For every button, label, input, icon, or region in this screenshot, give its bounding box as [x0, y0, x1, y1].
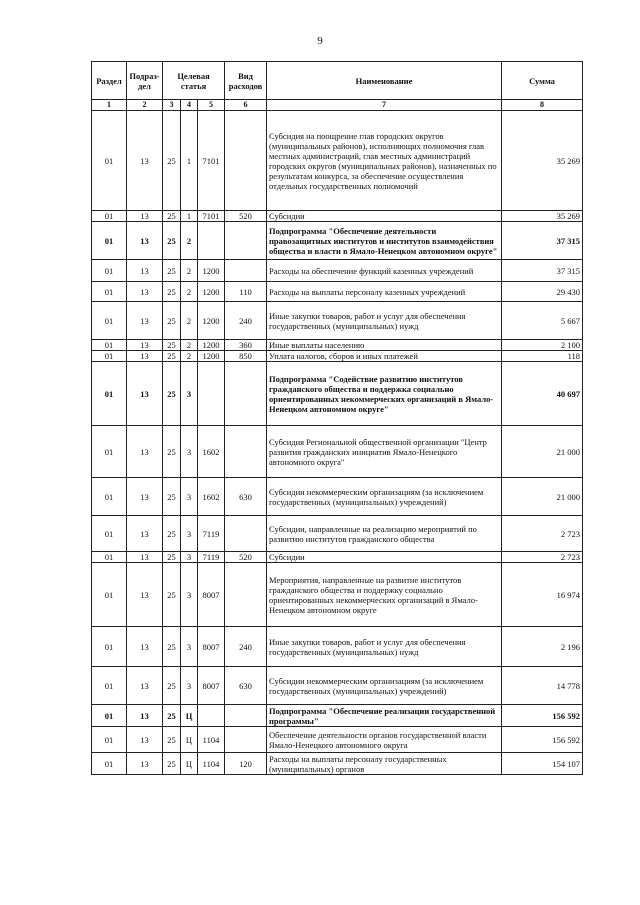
- name-cell: Субсидии: [267, 552, 502, 563]
- podrazdel-cell: 13: [127, 667, 163, 705]
- header-razdel: Раздел: [92, 62, 127, 100]
- sum-cell: 16 974: [502, 563, 583, 627]
- article-code-cell: 1602: [198, 426, 225, 478]
- header-podrazdel: Подраз-дел: [127, 62, 163, 100]
- podrazdel-cell: 13: [127, 260, 163, 282]
- col-number: 1: [92, 100, 127, 111]
- podrazdel-cell: 13: [127, 426, 163, 478]
- podrazdel-cell: 13: [127, 362, 163, 426]
- expense-type-cell: 850: [225, 351, 267, 362]
- article-code-cell: 7101: [198, 111, 225, 211]
- razdel-cell: 01: [92, 727, 127, 753]
- program-code-cell: 25: [163, 260, 181, 282]
- article-code-cell: 8007: [198, 627, 225, 667]
- sum-cell: 154 107: [502, 753, 583, 775]
- program-code-cell: 25: [163, 705, 181, 727]
- expense-type-cell: 120: [225, 753, 267, 775]
- table-row: [92, 340, 583, 351]
- subprogram-code-cell: 3: [181, 552, 198, 563]
- razdel-cell: 01: [92, 340, 127, 351]
- article-code-cell: 7101: [198, 211, 225, 222]
- razdel-cell: 01: [92, 362, 127, 426]
- column-number-row: [92, 100, 583, 111]
- table-row: [92, 222, 583, 260]
- name-cell: Субсидия Региональной общественной организации "Центр развития гражданских инициатив Ямало-Ненецкого автономного округа": [267, 426, 502, 478]
- page-number: 9: [317, 35, 323, 47]
- table-row: [92, 362, 583, 426]
- subprogram-code-cell: 3: [181, 478, 198, 516]
- program-code-cell: 25: [163, 302, 181, 340]
- col-number: 7: [267, 100, 502, 111]
- podrazdel-cell: 13: [127, 753, 163, 775]
- program-code-cell: 25: [163, 426, 181, 478]
- razdel-cell: 01: [92, 211, 127, 222]
- sum-cell: 2 723: [502, 516, 583, 552]
- table-row: [92, 302, 583, 340]
- article-code-cell: [198, 222, 225, 260]
- header-celevaya: Целевая статья: [163, 62, 225, 100]
- name-cell: Иные выплаты населению: [267, 340, 502, 351]
- program-code-cell: 25: [163, 211, 181, 222]
- expense-type-cell: 520: [225, 211, 267, 222]
- razdel-cell: 01: [92, 705, 127, 727]
- sum-cell: 37 315: [502, 222, 583, 260]
- article-code-cell: 1104: [198, 727, 225, 753]
- podrazdel-cell: 13: [127, 563, 163, 627]
- expense-type-cell: [225, 222, 267, 260]
- table-row: [92, 282, 583, 302]
- program-code-cell: 25: [163, 727, 181, 753]
- article-code-cell: [198, 705, 225, 727]
- sum-cell: 5 667: [502, 302, 583, 340]
- subprogram-code-cell: 3: [181, 627, 198, 667]
- table-row: [92, 351, 583, 362]
- table-row: [92, 705, 583, 727]
- name-cell: Иные закупки товаров, работ и услуг для обеспечения государственных (муниципальных) нужд: [267, 302, 502, 340]
- expense-type-cell: [225, 516, 267, 552]
- budget-table: [91, 61, 583, 775]
- sum-cell: 21 000: [502, 478, 583, 516]
- sum-cell: 40 697: [502, 362, 583, 426]
- name-cell: Субсидия на поощрение глав городских округов (муниципальных районов), исполняющих полномочия глав местных администраций, глав местных администраций городских округов (муниципальных районов), назначенных по результатам конкурса, за обеспечение осуществления отдельных государственных полномочий: [267, 111, 502, 211]
- expense-type-cell: [225, 426, 267, 478]
- razdel-cell: 01: [92, 222, 127, 260]
- sum-cell: 156 592: [502, 727, 583, 753]
- name-cell: Подпрограмма "Обеспечение реализации государственной программы": [267, 705, 502, 727]
- expense-type-cell: [225, 362, 267, 426]
- razdel-cell: 01: [92, 667, 127, 705]
- sum-cell: 35 269: [502, 211, 583, 222]
- expense-type-cell: 630: [225, 478, 267, 516]
- sum-cell: 2 196: [502, 627, 583, 667]
- article-code-cell: 8007: [198, 667, 225, 705]
- program-code-cell: 25: [163, 552, 181, 563]
- razdel-cell: 01: [92, 282, 127, 302]
- name-cell: Уплата налогов, сборов и иных платежей: [267, 351, 502, 362]
- table-row: [92, 111, 583, 211]
- article-code-cell: 1104: [198, 753, 225, 775]
- expense-type-cell: [225, 727, 267, 753]
- name-cell: Субсидии некоммерческим организациям (за исключением государственных (муниципальных) учреждений): [267, 478, 502, 516]
- program-code-cell: 25: [163, 753, 181, 775]
- podrazdel-cell: 13: [127, 302, 163, 340]
- header-vid: Вид расходов: [225, 62, 267, 100]
- col-number: 5: [198, 100, 225, 111]
- article-code-cell: 7119: [198, 552, 225, 563]
- name-cell: Расходы на выплаты персоналу казенных учреждений: [267, 282, 502, 302]
- table-row: [92, 211, 583, 222]
- subprogram-code-cell: 3: [181, 563, 198, 627]
- table-row: [92, 667, 583, 705]
- col-number: 6: [225, 100, 267, 111]
- expense-type-cell: 630: [225, 667, 267, 705]
- table-row: [92, 516, 583, 552]
- subprogram-code-cell: 3: [181, 362, 198, 426]
- sum-cell: 35 269: [502, 111, 583, 211]
- subprogram-code-cell: 3: [181, 516, 198, 552]
- sum-cell: 37 315: [502, 260, 583, 282]
- razdel-cell: 01: [92, 302, 127, 340]
- subprogram-code-cell: 2: [181, 302, 198, 340]
- article-code-cell: 1200: [198, 282, 225, 302]
- name-cell: Иные закупки товаров, работ и услуг для обеспечения государственных (муниципальных) нужд: [267, 627, 502, 667]
- name-cell: Мероприятия, направленные на развитие институтов гражданского общества и поддержку социально ориентированных некоммерческих организаций в Ямало-Ненецком автономном округе: [267, 563, 502, 627]
- expense-type-cell: [225, 563, 267, 627]
- podrazdel-cell: 13: [127, 478, 163, 516]
- subprogram-code-cell: 2: [181, 282, 198, 302]
- expense-type-cell: [225, 111, 267, 211]
- table-row: [92, 552, 583, 563]
- expense-type-cell: [225, 705, 267, 727]
- sum-cell: 14 778: [502, 667, 583, 705]
- podrazdel-cell: 13: [127, 340, 163, 351]
- subprogram-code-cell: 2: [181, 260, 198, 282]
- name-cell: Подпрограмма "Содействие развитию институтов гражданского общества и поддержка социально ориентированных некоммерческих организаций в Ямало-Ненецком автономном округе": [267, 362, 502, 426]
- name-cell: Субсидии, направленные на реализацию мероприятий по развитию институтов гражданского общества: [267, 516, 502, 552]
- col-number: 4: [181, 100, 198, 111]
- sum-cell: 2 723: [502, 552, 583, 563]
- expense-type-cell: 520: [225, 552, 267, 563]
- podrazdel-cell: 13: [127, 351, 163, 362]
- article-code-cell: [198, 362, 225, 426]
- subprogram-code-cell: 2: [181, 222, 198, 260]
- podrazdel-cell: 13: [127, 516, 163, 552]
- program-code-cell: 25: [163, 516, 181, 552]
- program-code-cell: 25: [163, 282, 181, 302]
- article-code-cell: 1200: [198, 351, 225, 362]
- name-cell: Субсидии: [267, 211, 502, 222]
- sum-cell: 2 100: [502, 340, 583, 351]
- program-code-cell: 25: [163, 627, 181, 667]
- table-row: [92, 727, 583, 753]
- name-cell: Расходы на выплаты персоналу государственных (муниципальных) органов: [267, 753, 502, 775]
- subprogram-code-cell: 2: [181, 340, 198, 351]
- podrazdel-cell: 13: [127, 211, 163, 222]
- sum-cell: 29 430: [502, 282, 583, 302]
- podrazdel-cell: 13: [127, 282, 163, 302]
- subprogram-code-cell: 3: [181, 667, 198, 705]
- expense-type-cell: 360: [225, 340, 267, 351]
- razdel-cell: 01: [92, 351, 127, 362]
- col-number: 2: [127, 100, 163, 111]
- article-code-cell: 1200: [198, 302, 225, 340]
- program-code-cell: 25: [163, 340, 181, 351]
- program-code-cell: 25: [163, 111, 181, 211]
- name-cell: Расходы на обеспечение функций казенных учреждений: [267, 260, 502, 282]
- article-code-cell: 1602: [198, 478, 225, 516]
- name-cell: Обеспечение деятельности органов государственной власти Ямало-Ненецкого автономного округа: [267, 727, 502, 753]
- article-code-cell: 1200: [198, 260, 225, 282]
- table-row: [92, 260, 583, 282]
- sum-cell: 21 000: [502, 426, 583, 478]
- program-code-cell: 25: [163, 351, 181, 362]
- subprogram-code-cell: Ц: [181, 705, 198, 727]
- podrazdel-cell: 13: [127, 727, 163, 753]
- razdel-cell: 01: [92, 552, 127, 563]
- razdel-cell: 01: [92, 478, 127, 516]
- expense-type-cell: 240: [225, 627, 267, 667]
- table-row: [92, 478, 583, 516]
- subprogram-code-cell: Ц: [181, 753, 198, 775]
- name-cell: Субсидии некоммерческим организациям (за исключением государственных (муниципальных) учреждений): [267, 667, 502, 705]
- razdel-cell: 01: [92, 111, 127, 211]
- razdel-cell: 01: [92, 753, 127, 775]
- razdel-cell: 01: [92, 426, 127, 478]
- podrazdel-cell: 13: [127, 222, 163, 260]
- subprogram-code-cell: 1: [181, 211, 198, 222]
- podrazdel-cell: 13: [127, 552, 163, 563]
- article-code-cell: 1200: [198, 340, 225, 351]
- subprogram-code-cell: 1: [181, 111, 198, 211]
- podrazdel-cell: 13: [127, 705, 163, 727]
- razdel-cell: 01: [92, 563, 127, 627]
- table-row: [92, 627, 583, 667]
- sum-cell: 156 592: [502, 705, 583, 727]
- table-row: [92, 426, 583, 478]
- program-code-cell: 25: [163, 667, 181, 705]
- article-code-cell: 7119: [198, 516, 225, 552]
- program-code-cell: 25: [163, 563, 181, 627]
- program-code-cell: 25: [163, 478, 181, 516]
- table-row: [92, 753, 583, 775]
- razdel-cell: 01: [92, 516, 127, 552]
- expense-type-cell: [225, 260, 267, 282]
- name-cell: Подпрограмма "Обеспечение деятельности правозащитных институтов и институтов взаимодействия общества и власти в Ямало-Ненецком автономном округе": [267, 222, 502, 260]
- table-row: [92, 563, 583, 627]
- col-number: 8: [502, 100, 583, 111]
- program-code-cell: 25: [163, 222, 181, 260]
- subprogram-code-cell: 3: [181, 426, 198, 478]
- sum-cell: 118: [502, 351, 583, 362]
- program-code-cell: 25: [163, 362, 181, 426]
- subprogram-code-cell: Ц: [181, 727, 198, 753]
- podrazdel-cell: 13: [127, 111, 163, 211]
- header-name: Наименование: [267, 62, 502, 100]
- podrazdel-cell: 13: [127, 627, 163, 667]
- subprogram-code-cell: 2: [181, 351, 198, 362]
- article-code-cell: 8007: [198, 563, 225, 627]
- expense-type-cell: 240: [225, 302, 267, 340]
- razdel-cell: 01: [92, 627, 127, 667]
- col-number: 3: [163, 100, 181, 111]
- header-sum: Сумма: [502, 62, 583, 100]
- razdel-cell: 01: [92, 260, 127, 282]
- expense-type-cell: 110: [225, 282, 267, 302]
